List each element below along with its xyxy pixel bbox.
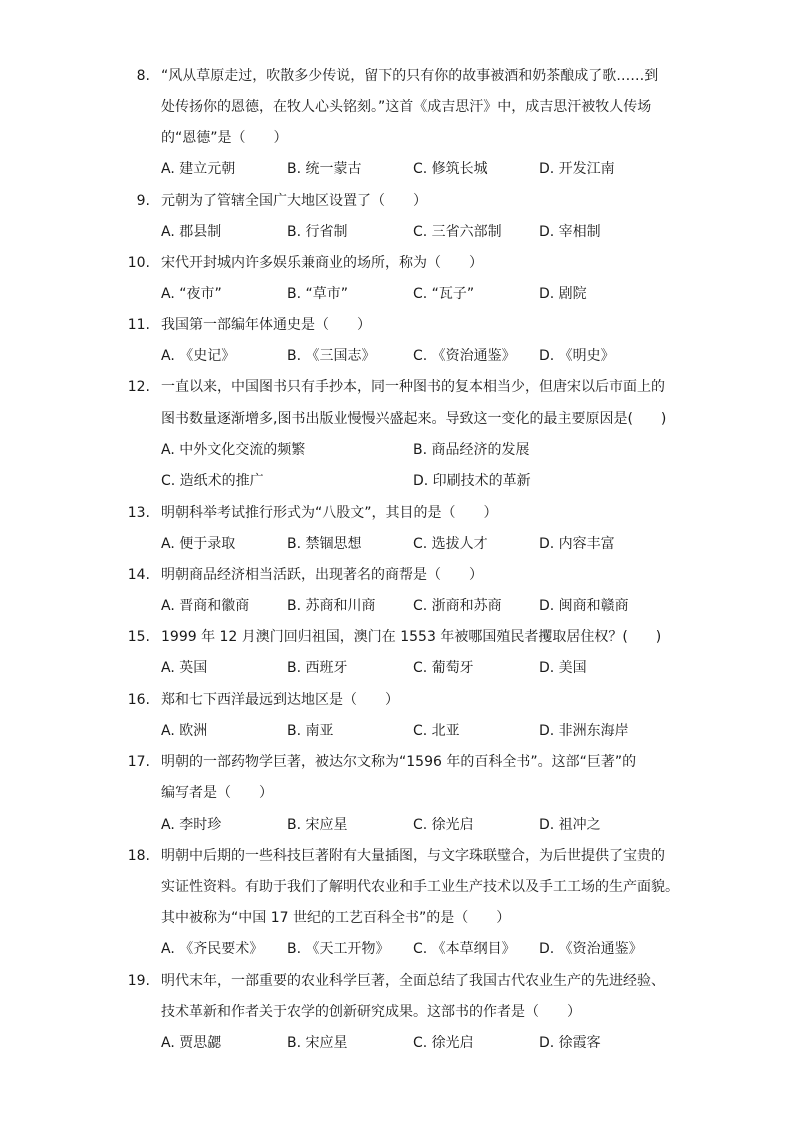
answer-option: A. 晋商和徽商 bbox=[161, 598, 250, 614]
question-text-line: 实证性资料。有助于我们了解明代农业和手工业生产技术以及手工工场的生产面貌。 bbox=[161, 879, 679, 895]
question-number: 12. bbox=[127, 379, 150, 395]
answer-option: A. 中外文化交流的频繁 bbox=[161, 442, 306, 458]
answer-option: D. 非洲东海岸 bbox=[539, 723, 629, 739]
answer-option: C. 葡萄牙 bbox=[413, 660, 474, 676]
answer-option: D. 内容丰富 bbox=[539, 536, 615, 552]
question-text-line: 明代末年，一部重要的农业科学巨著，全面总结了我国古代农业生产的先进经验、 bbox=[161, 973, 665, 989]
answer-option: A. 《史记》 bbox=[161, 348, 236, 364]
answer-option: A. 郡县制 bbox=[161, 224, 222, 240]
question-text-line: 明朝科举考试推行形式为“八股文”，其目的是（ ） bbox=[161, 505, 498, 521]
question-number: 17. bbox=[127, 754, 150, 770]
answer-option: D. 《明史》 bbox=[539, 348, 615, 364]
question-text-line: 明朝商品经济相当活跃，出现著名的商帮是（ ） bbox=[161, 567, 483, 583]
answer-option: C. 徐光启 bbox=[413, 817, 474, 833]
answer-option: C. 三省六部制 bbox=[413, 224, 502, 240]
question-text-line: 技术革新和作者关于农学的创新研究成果。这部书的作者是（ ） bbox=[161, 1004, 581, 1020]
answer-option: B. 商品经济的发展 bbox=[413, 442, 530, 458]
question-number: 13. bbox=[127, 505, 150, 521]
answer-option: D. 美国 bbox=[539, 660, 587, 676]
question-number: 16. bbox=[127, 692, 150, 708]
answer-option: D. 《资治通鉴》 bbox=[539, 941, 643, 957]
question-text-line: 郑和七下西洋最远到达地区是（ ） bbox=[161, 692, 399, 708]
answer-option: D. 印刷技术的革新 bbox=[413, 473, 531, 489]
answer-option: B. 宋应星 bbox=[287, 817, 348, 833]
question-text-line: 编写者是（ ） bbox=[161, 785, 273, 801]
answer-option: C. “瓦子” bbox=[413, 286, 475, 302]
answer-option: B. 《三国志》 bbox=[287, 348, 376, 364]
answer-option: C. 修筑长城 bbox=[413, 161, 488, 177]
answer-option: A. 贾思勰 bbox=[161, 1035, 222, 1051]
question-number: 19. bbox=[127, 973, 150, 989]
answer-option: D. 徐霞客 bbox=[539, 1035, 601, 1051]
answer-option: B. 西班牙 bbox=[287, 660, 348, 676]
question-number: 11. bbox=[127, 317, 150, 333]
answer-option: D. 剧院 bbox=[539, 286, 587, 302]
answer-option: D. 开发江南 bbox=[539, 161, 615, 177]
question-text-line: 其中被称为“中国 17 世纪的工艺百科全书”的是（ ） bbox=[161, 910, 511, 926]
question-text-line: 元朝为了管辖全国广大地区设置了（ ） bbox=[161, 193, 427, 209]
answer-option: A. 李时珍 bbox=[161, 817, 222, 833]
question-text-line: 一直以来，中国图书只有手抄本，同一种图书的复本相当少，但唐宋以后市面上的 bbox=[161, 379, 665, 395]
answer-option: B. “草市” bbox=[287, 286, 349, 302]
question-number: 9. bbox=[136, 193, 150, 209]
question-text-line: 我国第一部编年体通史是（ ） bbox=[161, 317, 371, 333]
question-text-line: 1999 年 12 月澳门回归祖国，澳门在 1553 年被哪国殖民者攫取居住权？( ) bbox=[161, 629, 662, 645]
answer-option: C. 选拔人才 bbox=[413, 536, 488, 552]
answer-option: A. 英国 bbox=[161, 660, 208, 676]
answer-option: B. 南亚 bbox=[287, 723, 334, 739]
answer-option: B. 禁锢思想 bbox=[287, 536, 362, 552]
answer-option: C. 浙商和苏商 bbox=[413, 598, 502, 614]
question-text-line: 宋代开封城内许多娱乐兼商业的场所，称为（ ） bbox=[161, 255, 483, 271]
question-text-line: 图书数量逐渐增多,图书出版业慢慢兴盛起来。导致这一变化的最主要原因是( ) bbox=[161, 411, 667, 427]
answer-option: D. 闽商和赣商 bbox=[539, 598, 629, 614]
answer-option: C. 《资治通鉴》 bbox=[413, 348, 516, 364]
answer-option: B. 《天工开物》 bbox=[287, 941, 390, 957]
answer-option: C. 《本草纲目》 bbox=[413, 941, 516, 957]
question-number: 18. bbox=[127, 848, 150, 864]
answer-option: D. 祖冲之 bbox=[539, 817, 601, 833]
answer-option: D. 宰相制 bbox=[539, 224, 601, 240]
question-number: 14. bbox=[127, 567, 150, 583]
answer-option: A. 建立元朝 bbox=[161, 161, 236, 177]
answer-option: C. 北亚 bbox=[413, 723, 460, 739]
question-text-line: 处传扬你的恩德，在牧人心头铭刻。”这首《成吉思汗》中，成吉思汗被牧人传场 bbox=[161, 99, 652, 115]
question-number: 15. bbox=[127, 629, 150, 645]
answer-option: A. 便于录取 bbox=[161, 536, 236, 552]
answer-option: C. 造纸术的推广 bbox=[161, 473, 264, 489]
question-number: 10. bbox=[127, 255, 150, 271]
question-text-line: 明朝中后期的一些科技巨著附有大量插图，与文字珠联璧合，为后世提供了宝贵的 bbox=[161, 848, 665, 864]
answer-option: B. 苏商和川商 bbox=[287, 598, 376, 614]
question-text-line: 的“恩德”是（ ） bbox=[161, 130, 288, 146]
question-text-line: 明朝的一部药物学巨著，被达尔文称为“1596 年的百科全书”。这部“巨著”的 bbox=[161, 754, 637, 770]
answer-option: A. “夜市” bbox=[161, 286, 222, 302]
answer-option: C. 徐光启 bbox=[413, 1035, 474, 1051]
answer-option: A. 欧洲 bbox=[161, 723, 208, 739]
question-text-line: “风从草原走过，吹散多少传说，留下的只有你的故事被酒和奶茶酿成了歌……到 bbox=[161, 68, 659, 84]
answer-option: A. 《齐民要术》 bbox=[161, 941, 264, 957]
answer-option: B. 行省制 bbox=[287, 224, 348, 240]
question-number: 8. bbox=[136, 68, 150, 84]
answer-option: B. 宋应星 bbox=[287, 1035, 348, 1051]
answer-option: B. 统一蒙古 bbox=[287, 161, 362, 177]
